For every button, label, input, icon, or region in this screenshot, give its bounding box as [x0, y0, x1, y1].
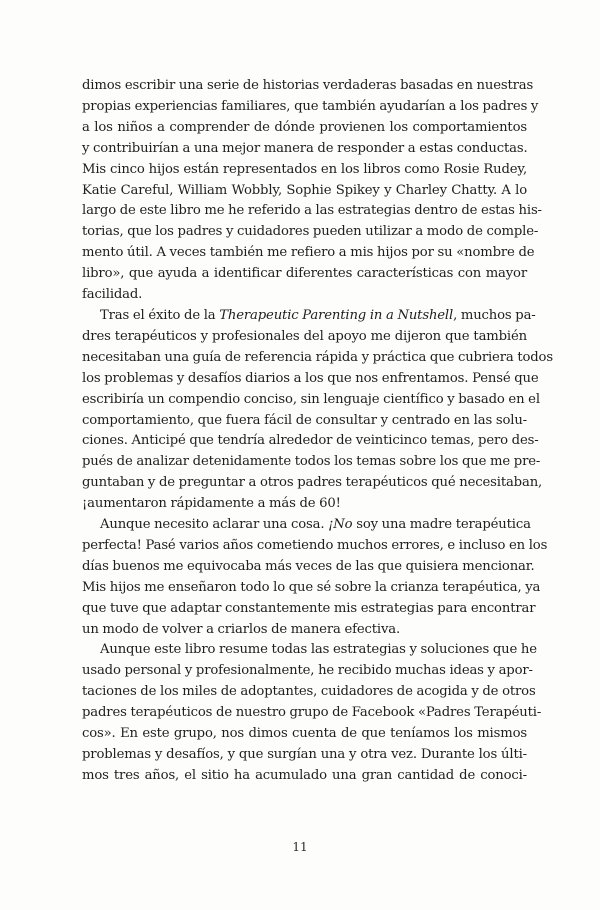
book-title-italic: Therapeutic Parenting in a Nutshell [219, 307, 454, 323]
text-line: días buenos me equivocaba más veces de las que quisiera mencionar. [82, 558, 535, 574]
text-line: a los niños a comprender de dónde provienen los comportamientos [82, 119, 527, 135]
text-line: largo de este libro me he referido a las estrategias dentro de estas his- [82, 203, 542, 219]
text-line: usado personal y profesionalmente, he recibido muchas ideas y apor- [82, 663, 533, 679]
text-line: Mis cinco hijos están representados en los libros como Rosie Rudey, [82, 161, 527, 177]
text-line: dres terapéuticos y profesionales del apoyo me dijeron que también [82, 328, 527, 344]
text-run: , muchos pa- [453, 307, 536, 323]
emphasis-italic: ¡No [328, 517, 353, 533]
text-line: libro», que ayuda a identificar diferentes características con mayor [82, 266, 527, 282]
text-run: Tras el éxito de la [100, 307, 220, 323]
text-run: Aunque necesito aclarar una cosa. [100, 517, 329, 533]
text-line: escribiría un compendio conciso, sin lenguaje científico y basado en el [82, 391, 540, 407]
page-number: 11 [292, 840, 308, 854]
text-line [82, 306, 536, 327]
text-line: Aunque este libro resume todas las estrategias y soluciones que he [100, 642, 537, 658]
text-line: taciones de los miles de adoptantes, cuidadores de acogida y de otros [82, 684, 536, 700]
text-line: guntaban y de preguntar a otros padres terapéuticos qué necesitaban, [82, 475, 543, 491]
text-line: ¡aumentaron rápidamente a más de 60! [82, 496, 341, 512]
text-line: comportamiento, que fuera fácil de consultar y centrado en las solu- [82, 412, 527, 428]
paragraph-4 [82, 640, 542, 786]
text-line: un modo de volver a criarlos de manera efectiva. [82, 621, 400, 637]
text-line: padres terapéuticos de nuestro grupo de Facebook «Padres Terapéuti- [82, 705, 542, 721]
text-line: cos». En este grupo, nos dimos cuenta de que teníamos los mismos [82, 726, 527, 742]
text-line [82, 515, 531, 536]
text-line: y contribuirían a una mejor manera de responder a estas conductas. [82, 140, 528, 156]
text-line: mos tres años, el sitio ha acumulado una gran cantidad de conoci- [82, 767, 527, 783]
text-line: perfecta! Pasé varios años cometiendo muchos errores, e incluso en los [82, 537, 548, 553]
text-run: soy una madre terapéutica [352, 517, 531, 533]
text-line: propias experiencias familiares, que también ayudarían a los padres y [82, 98, 539, 114]
text-line: Mis hijos me enseñaron todo lo que sé sobre la crianza terapéutica, ya [82, 579, 541, 595]
text-line: facilidad. [82, 287, 143, 303]
text-line: los problemas y desafíos diarios a los que nos enfrentamos. Pensé que [82, 370, 539, 386]
text-line: necesitaban una guía de referencia rápida y práctica que cubriera todos [82, 349, 553, 365]
paragraph-3 [82, 515, 548, 640]
text-line: Katie Careful, William Wobbly, Sophie Spikey y Charley Chatty. A lo [82, 182, 527, 198]
text-line: pués de analizar detenidamente todos los temas sobre los que me pre- [82, 454, 541, 470]
paragraph-2 [82, 306, 553, 515]
text-line: que tuve que adaptar constantemente mis estrategias para encontrar [82, 600, 536, 616]
text-line: ciones. Anticipé que tendría alrededor de veinticinco temas, pero des- [82, 433, 539, 449]
text-line: torias, que los padres y cuidadores pueden utilizar a modo de comple- [82, 224, 539, 240]
text-line: problemas y desafíos, y que surgían una y otra vez. Durante los últi- [82, 747, 527, 762]
text-line: mento útil. A veces también me refiero a mis hijos por su «nombre de [82, 245, 535, 261]
body-text [82, 76, 553, 787]
text-line: dimos escribir una serie de historias verdaderas basadas en nuestras [82, 78, 534, 93]
paragraph-1 [82, 76, 542, 306]
